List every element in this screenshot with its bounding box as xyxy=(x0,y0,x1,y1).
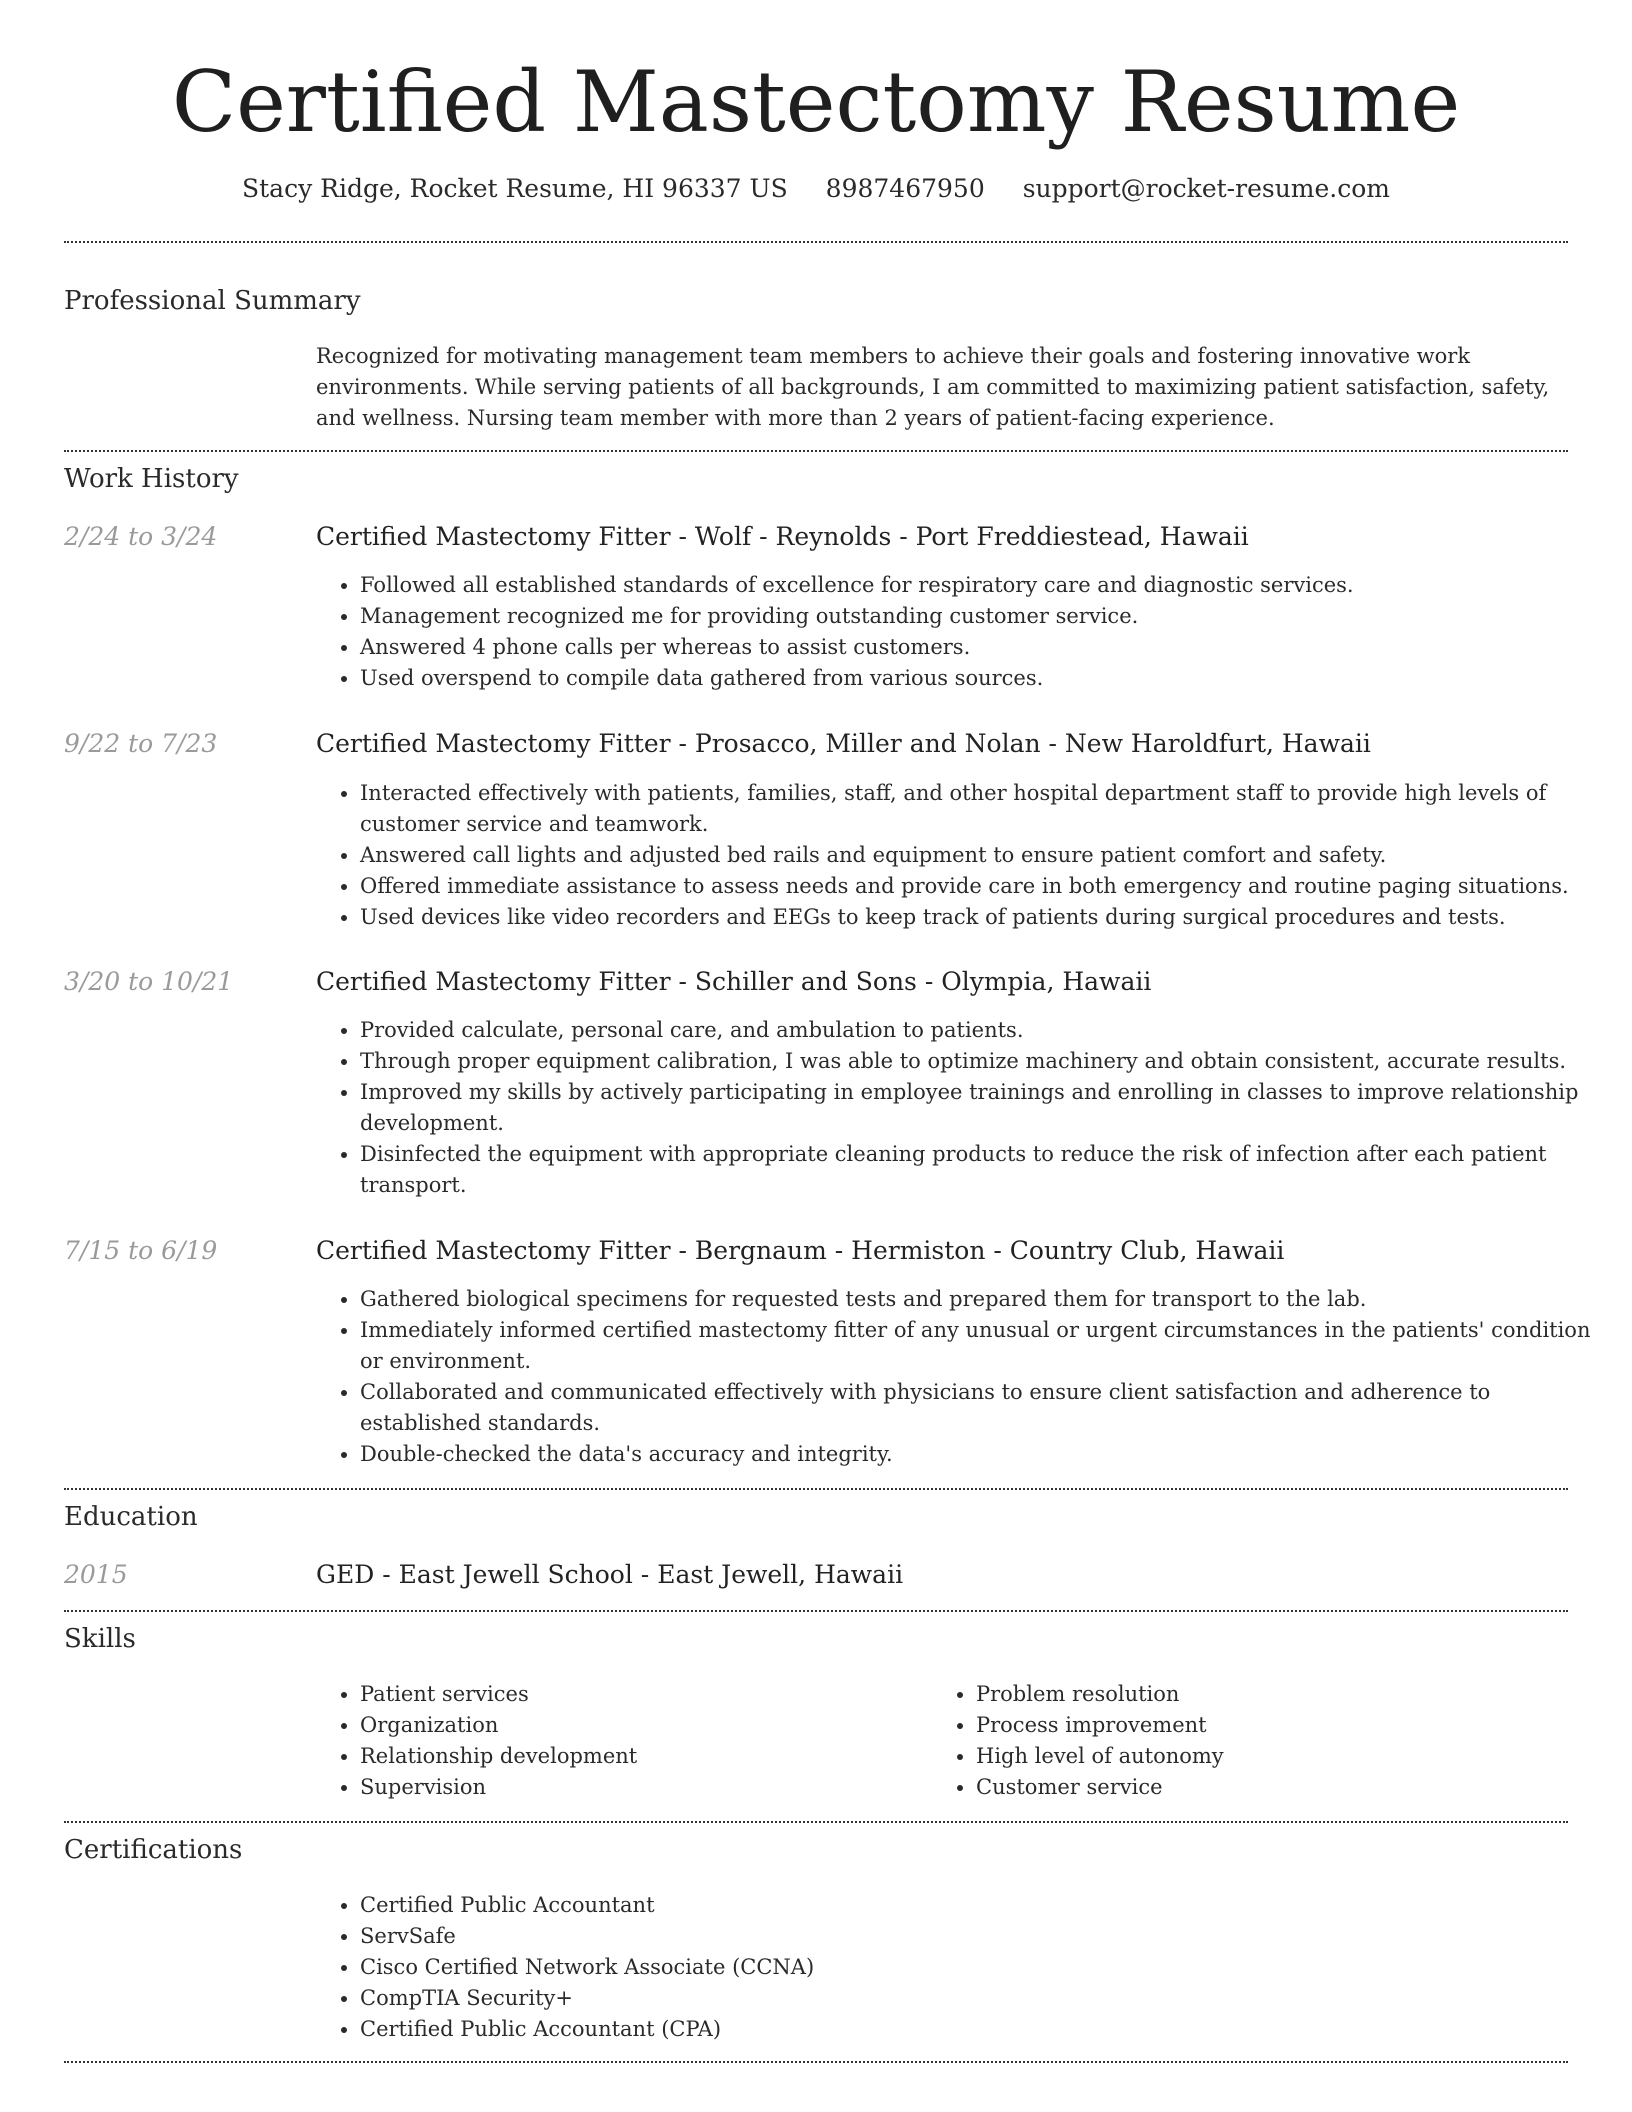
section-divider xyxy=(64,1488,1568,1490)
skills-list-right xyxy=(932,1679,1536,1803)
contact-email: support@rocket-resume.com xyxy=(1022,174,1390,203)
list-item: • Double-checked the data's accuracy and integrity. xyxy=(360,1439,1610,1470)
certification-item: • ServSafe xyxy=(360,1921,1610,1952)
certification-item: • Cisco Certified Network Associate (CCNA) xyxy=(360,1952,1610,1983)
skills-list-left xyxy=(316,1679,920,1803)
work-history-heading: Work History xyxy=(64,464,239,494)
certification-item: • Certified Public Accountant xyxy=(360,1890,1610,1921)
section-divider xyxy=(64,1610,1568,1612)
contact-address: Stacy Ridge, Rocket Resume, HI 96337 US xyxy=(242,174,788,203)
job-title: Certified Mastectomy Fitter - Schiller and Sons - Olympia, Hawaii xyxy=(316,967,1152,996)
skills-heading: Skills xyxy=(64,1624,136,1654)
contact-line xyxy=(0,172,1632,206)
certification-item: • Certified Public Accountant (CPA) xyxy=(360,2014,1610,2045)
certifications-list xyxy=(316,1890,1610,2045)
resume-title: Certified Mastectomy Resume xyxy=(171,53,1461,151)
list-item: • Disinfected the equipment with appropriate cleaning products to reduce the risk of infection after each patient transport. xyxy=(360,1139,1610,1201)
education-heading: Education xyxy=(64,1502,198,1532)
job-title: Certified Mastectomy Fitter - Prosacco, Miller and Nolan - New Haroldfurt, Hawaii xyxy=(316,729,1371,758)
job-dates: 3/20 to 10/21 xyxy=(64,967,234,996)
skill-item: • Customer service xyxy=(976,1772,1536,1803)
section-divider xyxy=(64,2061,1568,2063)
skill-item: • Process improvement xyxy=(976,1710,1536,1741)
list-item: • Provided calculate, personal care, and ambulation to patients. xyxy=(360,1015,1610,1046)
list-item: • Through proper equipment calibration, I was able to optimize machinery and obtain consistent, accurate results. xyxy=(360,1046,1610,1077)
summary-text: Recognized for motivating management team members to achieve their goals and fostering innovative work environments. While serving patients of all backgrounds, I am committed to maximizing patient satisfaction, safety, and wellness. Nursing team member with more than 2 years of patient-facing experience. xyxy=(316,344,1550,430)
job-dates: 7/15 to 6/19 xyxy=(64,1236,218,1265)
job-title: Certified Mastectomy Fitter - Bergnaum - Hermiston - Country Club, Hawaii xyxy=(316,1236,1285,1265)
list-item: • Used devices like video recorders and EEGs to keep track of patients during surgical procedures and tests. xyxy=(360,902,1610,933)
education-entry: GED - East Jewell School - East Jewell, Hawaii xyxy=(316,1560,904,1589)
job-dates: 9/22 to 7/23 xyxy=(64,729,218,758)
list-item: • Answered call lights and adjusted bed rails and equipment to ensure patient comfort and safety. xyxy=(360,840,1610,871)
list-item: • Interacted effectively with patients, families, staff, and other hospital department staff to provide high levels of customer service and teamwork. xyxy=(360,778,1610,840)
job-bullets xyxy=(316,1015,1610,1201)
skill-item: • High level of autonomy xyxy=(976,1741,1536,1772)
job-dates: 2/24 to 3/24 xyxy=(64,522,218,551)
job-bullets xyxy=(316,1284,1610,1470)
contact-phone: 8987467950 xyxy=(825,174,985,203)
skill-item: • Organization xyxy=(360,1710,920,1741)
education-year: 2015 xyxy=(64,1560,128,1589)
skill-item: • Relationship development xyxy=(360,1741,920,1772)
section-divider xyxy=(64,450,1568,452)
certification-item: • CompTIA Security+ xyxy=(360,1983,1610,2014)
skill-item: • Problem resolution xyxy=(976,1679,1536,1710)
list-item: • Management recognized me for providing outstanding customer service. xyxy=(360,601,1610,632)
list-item: • Improved my skills by actively participating in employee trainings and enrolling in classes to improve relationship development. xyxy=(360,1077,1610,1139)
list-item: • Answered 4 phone calls per whereas to assist customers. xyxy=(360,632,1610,663)
list-item: • Offered immediate assistance to assess needs and provide care in both emergency and routine paging situations. xyxy=(360,871,1610,902)
job-title: Certified Mastectomy Fitter - Wolf - Reynolds - Port Freddiestead, Hawaii xyxy=(316,522,1249,551)
list-item: • Used overspend to compile data gathered from various sources. xyxy=(360,663,1610,694)
list-item: • Followed all established standards of excellence for respiratory care and diagnostic services. xyxy=(360,570,1610,601)
section-divider xyxy=(64,1821,1568,1823)
list-item: • Collaborated and communicated effectively with physicians to ensure client satisfaction and adherence to established standards. xyxy=(360,1377,1610,1439)
skill-item: • Patient services xyxy=(360,1679,920,1710)
summary-heading: Professional Summary xyxy=(64,286,361,316)
list-item: • Immediately informed certified mastectomy fitter of any unusual or urgent circumstances in the patients' condition or environment. xyxy=(360,1315,1610,1377)
job-bullets xyxy=(316,778,1610,933)
certifications-heading: Certifications xyxy=(64,1835,243,1865)
section-divider xyxy=(64,241,1568,243)
skill-item: • Supervision xyxy=(360,1772,920,1803)
list-item: • Gathered biological specimens for requested tests and prepared them for transport to the lab. xyxy=(360,1284,1610,1315)
job-bullets xyxy=(316,570,1610,694)
